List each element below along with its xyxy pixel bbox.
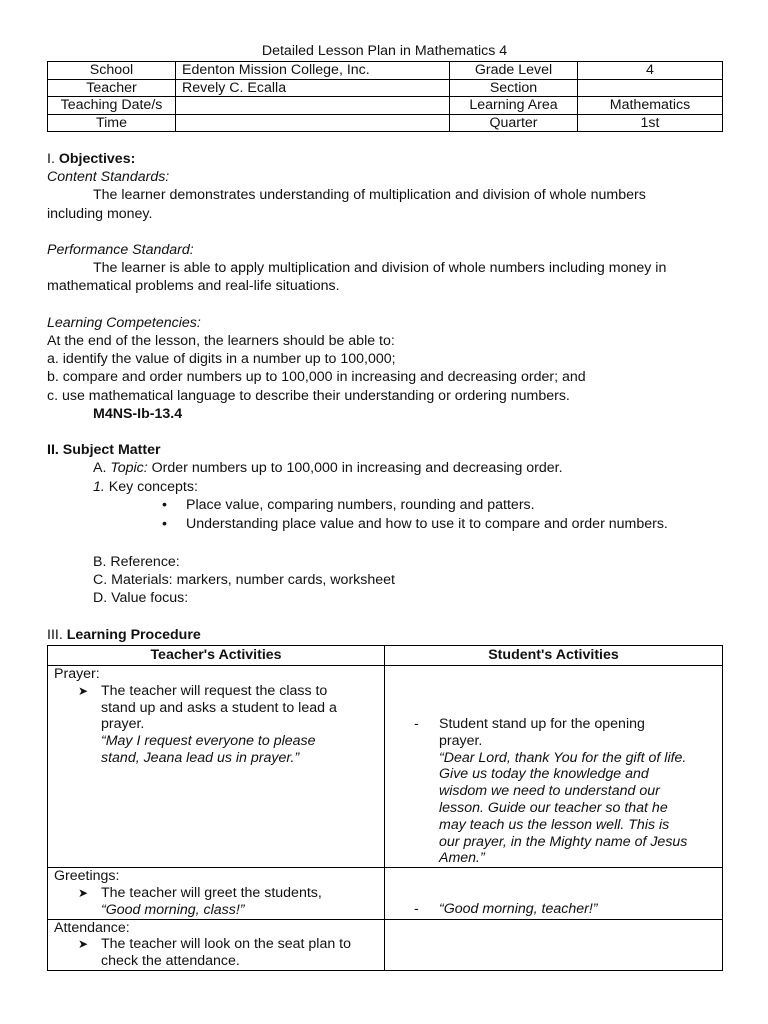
teacher-label: Teacher xyxy=(48,79,176,97)
competency-code: M4NS-Ib-13.4 xyxy=(93,405,183,422)
prayer-student-quote: our prayer, in the Mighty name of Jesus xyxy=(439,833,688,850)
procedure-number: III. xyxy=(47,626,67,643)
greetings-row xyxy=(48,868,723,919)
teacher-value: Revely C. Ecalla xyxy=(176,79,450,97)
attendance-teacher-cell xyxy=(48,919,385,970)
prayer-student-quote: may teach us the lesson well. This is xyxy=(439,816,670,833)
section-value xyxy=(578,79,723,97)
attendance-student-cell xyxy=(385,919,723,970)
prayer-student-quote: “Dear Lord, thank You for the gift of life. xyxy=(439,749,687,766)
learning-competencies-label: Learning Competencies: xyxy=(47,314,201,331)
info-row-date xyxy=(48,97,723,115)
objectives-heading xyxy=(47,150,722,168)
materials-line: C. Materials: markers, number cards, worksheet xyxy=(93,572,395,589)
prayer-teacher-text: stand up and asks a student to lead a xyxy=(101,699,337,716)
time-value xyxy=(176,114,450,132)
attendance-row xyxy=(48,919,723,970)
prayer-teacher-quote: “May I request everyone to please xyxy=(101,733,316,750)
prayer-student-cell xyxy=(385,666,723,868)
document-title: Detailed Lesson Plan in Mathematics 4 xyxy=(261,43,508,59)
arrow-bullet-icon: ➤ xyxy=(78,683,89,698)
key-concepts-line xyxy=(47,478,722,496)
greetings-teacher-quote: “Good morning, class!” xyxy=(101,901,245,918)
competencies-intro: At the end of the lesson, the learners should be able to: xyxy=(47,333,395,349)
prayer-teacher-quote: stand, Jeana lead us in prayer.” xyxy=(101,749,300,766)
topic-label: Topic: xyxy=(110,460,148,477)
greetings-student-quote: “Good morning, teacher!” xyxy=(439,901,598,918)
key-concepts-label: Key concepts: xyxy=(104,478,198,495)
arrow-bullet-icon: ➤ xyxy=(78,937,89,952)
prayer-teacher-text: prayer. xyxy=(101,716,145,733)
topic-line xyxy=(47,459,722,477)
info-row-time xyxy=(48,114,723,132)
objectives-number: I. xyxy=(47,151,59,167)
prayer-student-item xyxy=(391,716,716,867)
competency-a: a. identify the value of digits in a number up to 100,000; xyxy=(47,351,396,368)
prayer-student-quote: Give us today the knowledge and xyxy=(439,766,649,783)
key-concepts-number: 1. xyxy=(93,478,105,495)
quarter-label: Quarter xyxy=(450,114,578,132)
teacher-activities-header: Teacher's Activities xyxy=(48,646,385,666)
prayer-student-text: prayer. xyxy=(439,732,483,749)
attendance-teacher-text: check the attendance. xyxy=(101,953,240,970)
info-row-teacher xyxy=(48,79,723,97)
learning-area-value: Mathematics xyxy=(578,97,723,115)
school-value: Edenton Mission College, Inc. xyxy=(176,62,450,80)
section-label: Section xyxy=(450,79,578,97)
time-label: Time xyxy=(48,114,176,132)
performance-standard-text-2: mathematical problems and real-life situations. xyxy=(47,278,340,295)
greetings-student-item xyxy=(391,901,716,918)
prayer-student-quote: Amen.” xyxy=(439,850,485,867)
prayer-student-text: Student stand up for the opening xyxy=(439,716,645,732)
prayer-teacher-cell xyxy=(48,666,385,868)
lesson-plan-page xyxy=(47,42,722,971)
prayer-teacher-item xyxy=(54,683,378,767)
key-concepts-list xyxy=(47,496,722,535)
prayer-label: Prayer: xyxy=(54,666,100,682)
procedure-header-row xyxy=(48,646,723,666)
info-row-school xyxy=(48,62,723,80)
greetings-student-cell xyxy=(385,868,723,919)
greetings-teacher-text: The teacher will greet the students, xyxy=(101,884,322,901)
school-label: School xyxy=(48,62,176,80)
content-standards-text-2: including money. xyxy=(47,205,153,222)
topic-value: Order numbers up to 100,000 in increasing and decreasing order. xyxy=(147,460,563,477)
info-table xyxy=(47,61,723,132)
procedure-title: Learning Procedure xyxy=(66,626,201,643)
performance-standard-text-1: The learner is able to apply multiplication and division of whole numbers including money in xyxy=(93,260,667,277)
objectives-title: Objectives: xyxy=(58,151,136,167)
reference-line: B. Reference: xyxy=(93,554,180,570)
attendance-teacher-item xyxy=(54,936,378,970)
prayer-student-quote: wisdom we need to understand our xyxy=(439,783,660,800)
key-concept-item: • Understanding place value and how to use it to compare and order numbers. xyxy=(186,515,722,535)
arrow-bullet-icon: ➤ xyxy=(78,885,89,900)
teaching-date-value xyxy=(176,97,450,115)
subject-matter-heading: II. Subject Matter xyxy=(47,442,161,459)
grade-level-value: 4 xyxy=(578,62,723,80)
learning-area-label: Learning Area xyxy=(450,97,578,115)
greetings-label: Greetings: xyxy=(54,868,120,885)
procedure-table xyxy=(47,645,723,971)
content-standards-label: Content Standards: xyxy=(47,169,170,186)
topic-prefix: A. xyxy=(93,460,111,477)
competency-b: b. compare and order numbers up to 100,000 in increasing and decreasing order; and xyxy=(47,369,586,386)
student-activities-header: Student's Activities xyxy=(385,646,723,666)
grade-level-label: Grade Level xyxy=(450,62,578,80)
greetings-teacher-item xyxy=(54,885,378,919)
attendance-label: Attendance: xyxy=(54,919,130,936)
dash-bullet-icon: - xyxy=(414,901,419,918)
attendance-teacher-text: The teacher will look on the seat plan to xyxy=(101,936,352,953)
greetings-teacher-cell xyxy=(48,868,385,919)
content-standards-text-1: The learner demonstrates understanding of multiplication and division of whole numbers xyxy=(93,187,646,204)
competency-c: c. use mathematical language to describe their understanding or ordering numbers. xyxy=(47,387,570,404)
prayer-student-quote: lesson. Guide our teacher so that he xyxy=(439,799,668,816)
quarter-value: 1st xyxy=(578,114,723,132)
prayer-row xyxy=(48,666,723,868)
dash-bullet-icon: - xyxy=(414,716,419,732)
performance-standard-label: Performance Standard: xyxy=(47,242,194,258)
teaching-date-label: Teaching Date/s xyxy=(48,97,176,115)
prayer-teacher-text: The teacher will request the class to xyxy=(101,682,328,699)
key-concept-item: • Place value, comparing numbers, rounding and patters. xyxy=(186,496,722,516)
value-focus-line: D. Value focus: xyxy=(93,590,189,607)
learning-procedure-heading xyxy=(47,626,722,644)
